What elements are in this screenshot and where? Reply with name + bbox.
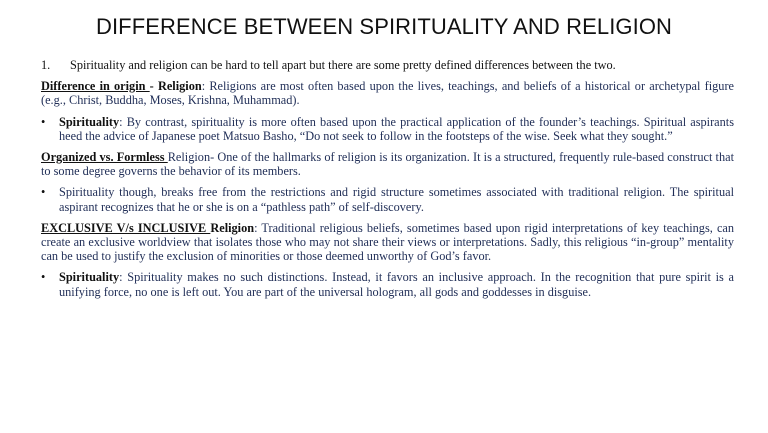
list-number: 1.	[41, 58, 51, 72]
bullet-origin-spirituality	[41, 115, 734, 143]
bullet-keyword: Spirituality	[59, 114, 120, 129]
origin-keyword: Religion	[157, 79, 202, 94]
exclusive-text: : Traditional religious beliefs, sometimes based upon rigid interpretations of key teachings, can create an exclusive worldview that isolates those who may not share their views or interpretations. Sadly, this religious “in-group” mentality can be used to justify the exclusion of minorities or those deemed unworthy of God’s favor.	[41, 220, 735, 264]
section-origin	[41, 79, 734, 107]
slide-title: DIFFERENCE BETWEEN SPIRITUALITY AND RELIGION	[95, 14, 673, 39]
section-organized	[41, 150, 734, 178]
organized-heading: Organized vs. Formless	[41, 150, 168, 165]
origin-heading: Difference in origin	[41, 79, 150, 94]
bullet-exclusive-spirituality	[41, 270, 734, 298]
bullet-marker: •	[41, 185, 46, 200]
origin-separator: -	[149, 79, 158, 94]
bullet-marker: •	[41, 114, 46, 129]
organized-keyword: Religion-	[167, 150, 215, 165]
intro-line	[41, 58, 734, 72]
bullet-marker: •	[41, 270, 46, 285]
intro-text: Spirituality and religion can be hard to tell apart but there are some pretty defined differences between the two.	[70, 58, 616, 72]
slide-body	[41, 58, 734, 306]
exclusive-keyword: Religion	[210, 220, 255, 235]
bullet-text: Spirituality though, breaks free from the restrictions and rigid structure sometimes associated with traditional religion. The spiritual aspirant recognizes that he or she is on a “pathless path” of self-discovery.	[59, 185, 734, 214]
bullet-organized-spirituality	[41, 185, 734, 213]
origin-text: : Religions are most often based upon the lives, teachings, and beliefs of a historical or archetypal figure (e.g., Christ, Buddha, Moses, Krishna, Muhammad).	[41, 79, 734, 108]
bullet-keyword: Spirituality	[59, 270, 120, 285]
exclusive-heading: EXCLUSIVE V/s INCLUSIVE	[41, 220, 211, 235]
bullet-text: : Spirituality makes no such distinctions. Instead, it favors an inclusive approach. In the recognition that pure spirit is a unifying force, no one is left out. You are part of the universal hologram, all gods and goddesses in disguise.	[59, 270, 734, 299]
bullet-text: : By contrast, spirituality is more often based upon the practical application of the founder’s teachings. Spiritual aspirants heed the advice of Japanese poet Matsuo Basho, “Do not seek to follow in the footsteps of the wise. Seek what they sought.”	[59, 114, 734, 143]
section-exclusive	[41, 221, 734, 264]
organized-text: One of the hallmarks of religion is its organization. It is a structured, frequently rule-based construct that to some degree governs the behavior of its members.	[41, 150, 734, 179]
